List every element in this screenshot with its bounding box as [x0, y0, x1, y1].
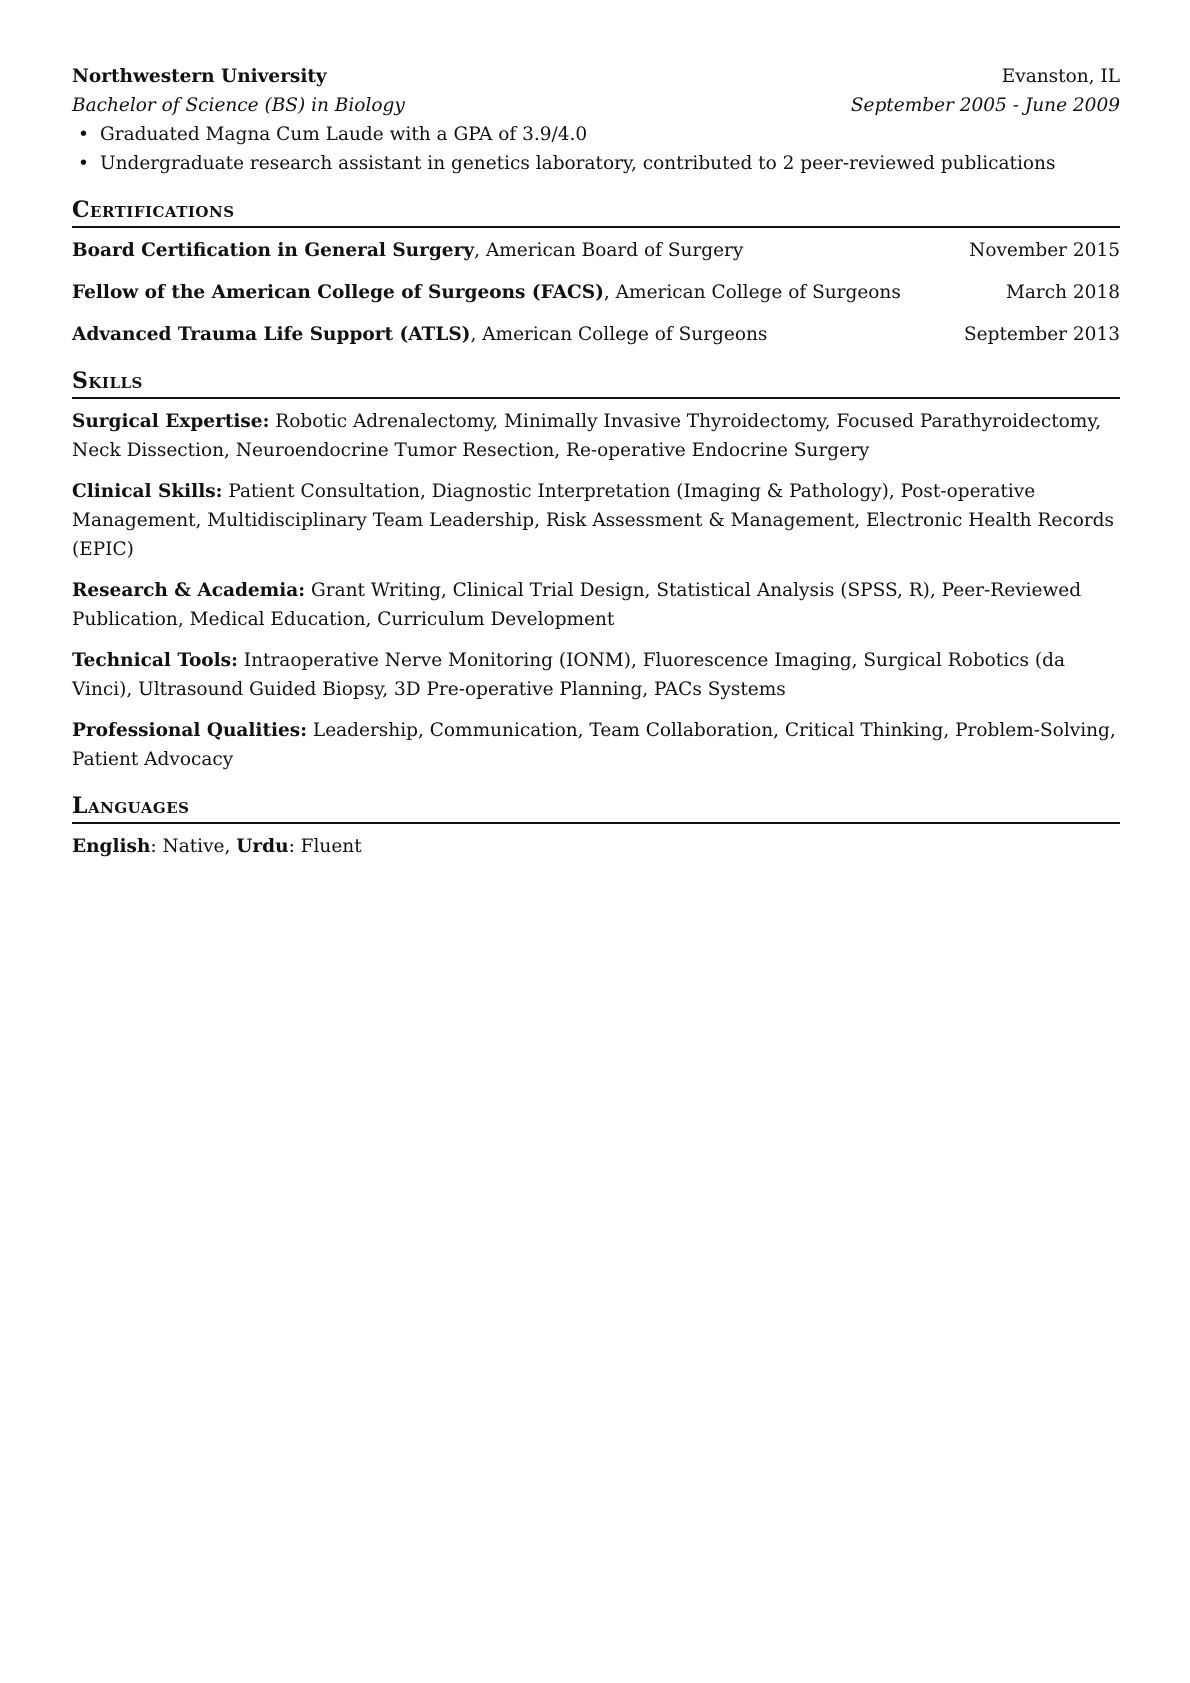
certification-text: [72, 236, 743, 265]
certification-issuer: , American Board of Surgery: [474, 240, 744, 261]
certification-issuer: , American College of Surgeons: [470, 324, 768, 345]
education-bullet: • Graduated Magna Cum Laude with a GPA of 3.9/4.0: [72, 120, 1120, 149]
language-level: : Native: [150, 836, 225, 857]
education-bullets: [72, 120, 1120, 178]
education-degree-row: [72, 91, 1120, 120]
education-bullet: • Undergraduate research assistant in genetics laboratory, contributed to 2 peer-reviewed publications: [72, 149, 1120, 178]
education-entry: [72, 62, 1120, 178]
certification-date: November 2015: [969, 240, 1120, 261]
certification-date: September 2013: [964, 324, 1120, 345]
certification-name: Fellow of the American College of Surgeons (FACS): [72, 282, 604, 303]
skill-text: Leadership, Communication, Team Collaboration, Critical Thinking, Problem-Solving, Patient Advocacy: [72, 720, 1116, 770]
section-title-certifications: Certifications: [72, 196, 1120, 228]
skill-text: Robotic Adrenalectomy, Minimally Invasive Thyroidectomy, Focused Parathyroidectomy, Neck Dissection, Neuroendocrine Tumor Resection, Re-operative Endocrine Surgery: [72, 411, 1102, 461]
skills-list: [72, 407, 1120, 774]
language-level: : Fluent: [288, 836, 362, 857]
certification-row: [72, 236, 1120, 265]
skill-text: Grant Writing, Clinical Trial Design, Statistical Analysis (SPSS, R), Peer-Reviewed Publication, Medical Education, Curriculum Development: [72, 580, 1082, 630]
certification-name: Advanced Trauma Life Support (ATLS): [72, 324, 471, 345]
skill-text: Patient Consultation, Diagnostic Interpretation (Imaging & Pathology), Post-operative Management, Multidisciplinary Team Leadership, Risk Assessment & Management, Electronic Health Records (EPIC): [72, 481, 1115, 560]
skill-entry: [72, 407, 1120, 465]
language-name: English: [72, 836, 151, 857]
skill-label: Professional Qualities:: [72, 720, 308, 741]
degree-dates: September 2005 - June 2009: [850, 95, 1120, 116]
certification-row: [72, 278, 1120, 307]
certification-text: [72, 320, 767, 349]
certifications-list: [72, 236, 1120, 349]
skill-label: Technical Tools:: [72, 650, 238, 671]
skill-label: Clinical Skills:: [72, 481, 223, 502]
languages-line: [72, 832, 1120, 861]
language-name: Urdu: [236, 836, 289, 857]
certification-row: [72, 320, 1120, 349]
certification-name: Board Certification in General Surgery: [72, 240, 475, 261]
institution-location: Evanston, IL: [1001, 66, 1120, 87]
skill-entry: [72, 477, 1120, 564]
skill-label: Surgical Expertise:: [72, 411, 270, 432]
certification-text: [72, 278, 901, 307]
skill-label: Research & Academia:: [72, 580, 306, 601]
certification-date: March 2018: [1005, 282, 1120, 303]
language-separator: ,: [224, 836, 237, 857]
resume-content: [72, 62, 1120, 861]
certification-issuer: , American College of Surgeons: [603, 282, 901, 303]
institution-name: Northwestern University: [72, 66, 327, 87]
skill-entry: [72, 576, 1120, 634]
section-title-languages: Languages: [72, 792, 1120, 824]
skill-entry: [72, 716, 1120, 774]
skill-text: Intraoperative Nerve Monitoring (IONM), Fluorescence Imaging, Surgical Robotics (da Vinci), Ultrasound Guided Biopsy, 3D Pre-operative Planning, PACs Systems: [72, 650, 1065, 700]
skill-entry: [72, 646, 1120, 704]
degree-title: Bachelor of Science (BS) in Biology: [72, 95, 405, 116]
section-title-skills: Skills: [72, 367, 1120, 399]
education-header-row: [72, 62, 1120, 91]
